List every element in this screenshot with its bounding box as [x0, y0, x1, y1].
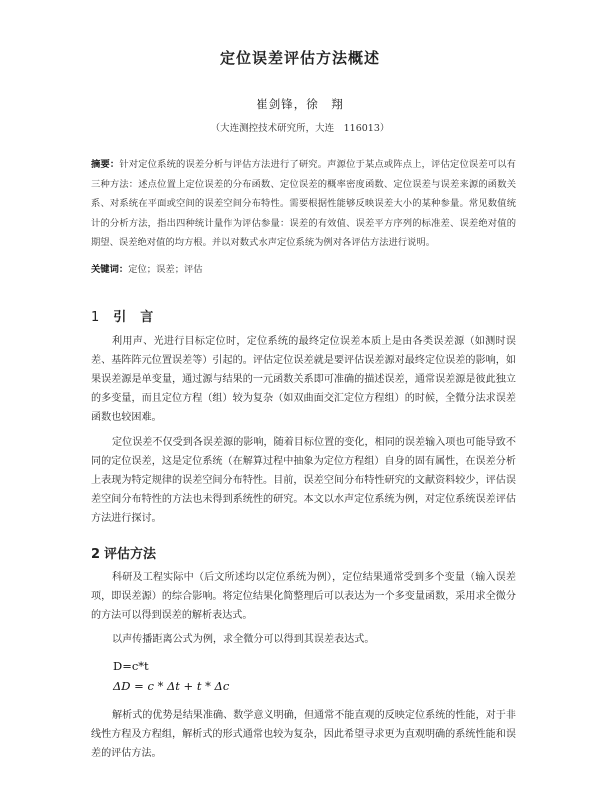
intro-paragraph: 定位误差不仅受到各误差源的影响，随着目标位置的变化，相同的误差输入项也可能导致不同的定位误差，这是定位系统（在解算过程中抽象为定位方程组）自身的固有属性，在误差分析上表现为特定规律的误差空间分布特性。目前，误差空间分布特性研究的文献资料较少，评估误差空间分布特性的方法也未得到系统性的研究。本文以水声定位系统为例，对定位系统误差评估方法进行探讨。 [91, 437, 516, 524]
section-title: 引言 [113, 310, 168, 325]
methods-paragraph: 科研及工程实际中（后文所述均以定位系统为例），定位结果通常受到多个变量（输入误差项，即误差源）的综合影响。将定位结果化简整理后可以表达为一个多变量函数，采用求全微分的方法可以得到误差的解析表达式。 [91, 572, 516, 621]
methods-paragraph: 解析式的优势是结果准确、数学意义明确，但通常不能直观的反映定位系统的性能，对于非线性方程及方程组，解析式的形式通常也较为复杂，因此希望寻求更为直观明确的系统性能和误差的评估方法。 [91, 710, 516, 759]
section-title: 评估方法 [104, 547, 157, 562]
keywords-label: 关键词： [91, 264, 129, 275]
abstract-text: 针对定位系统的误差分析与评估方法进行了研究。声源位于某点或阵点上，评估定位误差可以有三种方法：述点位置上定位误差的分布函数、定位误差的概率密度函数、定位误差与误差来源的函数关系、对系统在平面或空间的误差空间分布特性。需要根据性能够反映误差大小的某种参量。常见数值统计的分析方法，指出四种统计量作为评估参量：误差的有效值、误差平方序列的标准差、误差绝对值的期望、误差绝对值的均方根。并以对数式水声定位系统为例对各评估方法进行说明。 [91, 159, 516, 248]
section-number: 1 [91, 310, 100, 325]
section-number: 2 [91, 547, 101, 562]
methods-paragraph: 以声传播距离公式为例，求全微分可以得到其误差表达式。 [112, 634, 375, 645]
paper-title: 定位误差评估方法概述 [219, 49, 380, 67]
formula-error: ΔD = c * Δt + t * Δc [113, 679, 230, 693]
keywords-text: 定位；误差；评估 [128, 264, 203, 275]
author-names: 崔剑锋，徐 翔 [256, 97, 344, 111]
author-affiliation: （大连测控技术研究所，大连 116013） [210, 123, 390, 134]
abstract [91, 155, 516, 253]
section-heading-methods [91, 543, 156, 562]
abstract-label: 摘要： [91, 159, 120, 170]
formula-distance: D=c*t [113, 659, 149, 673]
keywords [91, 261, 516, 275]
intro-paragraph: 利用声、光进行目标定位时，定位系统的最终定位误差本质上是由各类误差源（如测时误差、基阵阵元位置误差等）引起的。评估定位误差就是要评估误差源对最终定位误差的影响，如果误差源是单变量，通过源与结果的一元函数关系即可准确的描述误差，通常误差源是彼此独立的多变量，而且定位方程（组）较为复杂（如双曲面交汇定位方程组）的时候，全微分法求误差函数也较困难。 [91, 336, 516, 423]
section-heading-introduction [91, 306, 167, 325]
